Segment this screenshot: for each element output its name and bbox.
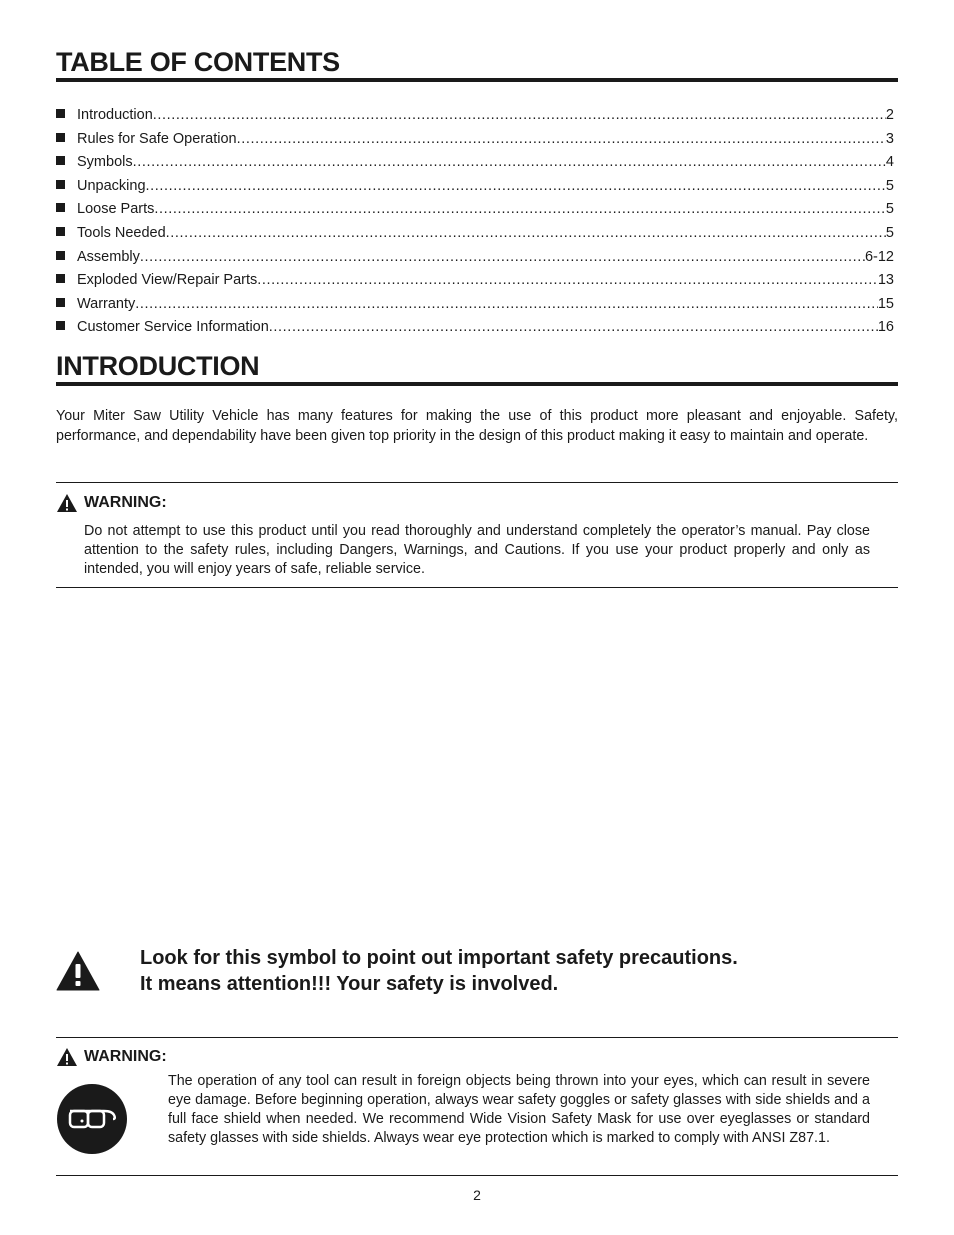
bullet-icon bbox=[56, 274, 65, 283]
warning-header bbox=[56, 1047, 167, 1067]
toc-item-title: Customer Service Information bbox=[77, 319, 269, 336]
toc-leader-dots bbox=[154, 198, 886, 222]
toc-item bbox=[56, 269, 894, 293]
toc-item-title: Loose Parts bbox=[77, 201, 155, 218]
toc-list bbox=[56, 104, 894, 340]
toc-item bbox=[56, 198, 894, 222]
bullet-icon bbox=[56, 156, 65, 165]
toc-leader-dots bbox=[146, 175, 886, 199]
bullet-icon bbox=[56, 109, 65, 118]
toc-heading: TABLE OF CONTENTS bbox=[56, 47, 898, 82]
toc-item-page: 4 bbox=[885, 154, 894, 171]
warning-text: Do not attempt to use this product until you read thoroughly and understand completely the operator’s manual. Pay close attention to the safety rules, including Dangers, Warnings, and Cautions. If you use your product properly and only as intended, you will enjoy years of safe, reliable service. bbox=[84, 523, 870, 577]
toc-item-page: 3 bbox=[885, 130, 894, 147]
toc-item-title: Exploded View/Repair Parts bbox=[77, 272, 258, 289]
toc-item bbox=[56, 104, 894, 128]
toc-item-title: Warranty bbox=[77, 295, 136, 312]
divider bbox=[56, 1037, 898, 1038]
toc-item bbox=[56, 151, 894, 175]
introduction-text: Your Miter Saw Utility Vehicle has many features for making the use of this product more pleasant and enjoyable. Safety, performance, and dependability have been given top priority in the design of this product making it easy to maintain and operate. bbox=[56, 408, 898, 444]
toc-item-page: 2 bbox=[885, 107, 894, 123]
safety-symbol-line2: It means attention!!! Your safety is involved. bbox=[140, 973, 559, 995]
toc-item-title: Introduction bbox=[77, 107, 153, 123]
toc-item bbox=[56, 293, 894, 317]
safety-symbol-message bbox=[140, 945, 738, 997]
introduction-heading: INTRODUCTION bbox=[56, 351, 898, 386]
bullet-icon bbox=[56, 298, 65, 307]
toc-item-page: 16 bbox=[877, 319, 894, 336]
divider bbox=[56, 587, 898, 588]
toc-leader-dots bbox=[153, 104, 886, 128]
safety-symbol-callout bbox=[56, 945, 898, 1005]
toc-item bbox=[56, 246, 894, 270]
toc-leader-dots bbox=[135, 293, 878, 317]
toc-leader-dots bbox=[140, 246, 865, 270]
safety-symbol-line1: Look for this symbol to point out important safety precautions. bbox=[140, 947, 738, 969]
toc-item-page: 5 bbox=[885, 224, 894, 241]
divider bbox=[56, 1175, 898, 1176]
safety-alert-icon bbox=[56, 1047, 78, 1067]
toc-item bbox=[56, 128, 894, 152]
toc-item-title: Tools Needed bbox=[77, 224, 166, 241]
warning-header bbox=[56, 493, 167, 513]
toc-leader-dots bbox=[257, 269, 878, 293]
toc-item bbox=[56, 316, 894, 340]
toc-item-page: 5 bbox=[885, 201, 894, 218]
toc-leader-dots bbox=[237, 128, 886, 152]
toc-item-title: Unpacking bbox=[77, 177, 146, 194]
toc-item-page: 13 bbox=[877, 272, 894, 289]
toc-item-page: 6-12 bbox=[864, 248, 894, 265]
bullet-icon bbox=[56, 180, 65, 189]
toc-item-page: 5 bbox=[885, 177, 894, 194]
bullet-icon bbox=[56, 321, 65, 330]
safety-goggles-icon bbox=[56, 1083, 128, 1155]
toc-leader-dots bbox=[166, 222, 886, 246]
toc-leader-dots bbox=[133, 151, 886, 175]
safety-alert-icon bbox=[56, 493, 78, 513]
toc-item-title: Rules for Safe Operation bbox=[77, 130, 237, 147]
bullet-icon bbox=[56, 133, 65, 142]
safety-alert-icon bbox=[56, 951, 100, 991]
toc-item bbox=[56, 222, 894, 246]
warning-label: WARNING: bbox=[84, 1048, 167, 1065]
warning-text: The operation of any tool can result in foreign objects being thrown into your eyes, which can result in severe eye damage. Before beginning operation, always wear safety goggles or safety glasses with side shields and a full face shield when needed. We recommend Wide Vision Safety Mask for use over eyeglasses or standard safety glasses with side shields. Always wear eye protection which is marked to comply with ANSI Z87.1. bbox=[168, 1073, 870, 1146]
bullet-icon bbox=[56, 203, 65, 212]
bullet-icon bbox=[56, 251, 65, 260]
toc-item-title: Symbols bbox=[77, 154, 133, 171]
toc-item bbox=[56, 175, 894, 199]
warning-label: WARNING: bbox=[84, 494, 167, 511]
toc-item-page: 15 bbox=[877, 295, 894, 312]
toc-item-title: Assembly bbox=[77, 248, 140, 265]
divider bbox=[56, 482, 898, 483]
bullet-icon bbox=[56, 227, 65, 236]
page-number: 2 bbox=[473, 1187, 481, 1203]
toc-leader-dots bbox=[269, 316, 878, 340]
